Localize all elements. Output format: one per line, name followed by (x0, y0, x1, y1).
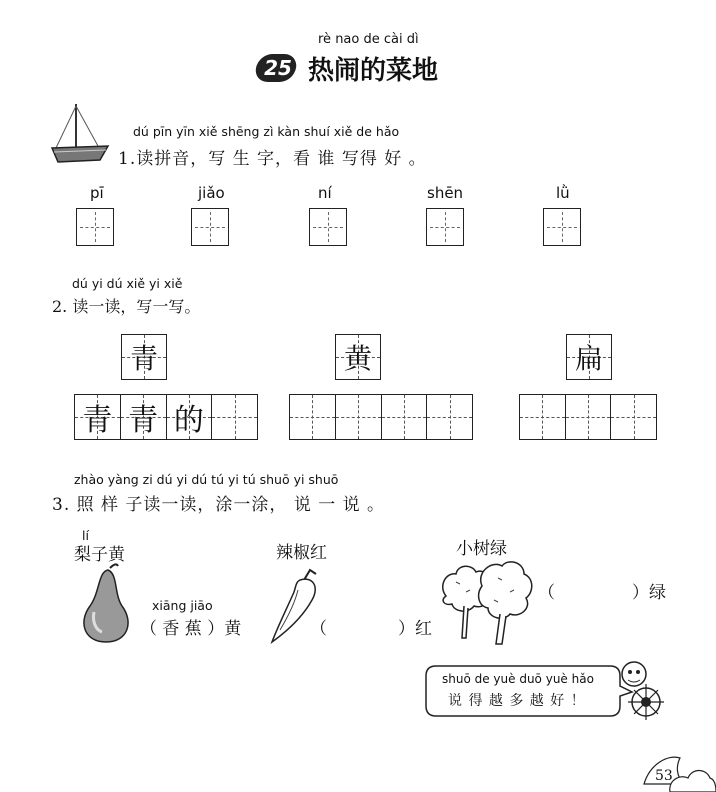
pear-icon (76, 562, 136, 644)
grid-char (382, 395, 427, 439)
writing-box[interactable] (309, 208, 347, 246)
writing-box[interactable] (543, 208, 581, 246)
q3-instruction: 3. 照 样 子读一读，涂一涂， 说 一 说 。 (52, 495, 386, 515)
model-char-box (335, 334, 381, 380)
page-number: 53 (655, 768, 673, 784)
pear-answer: （ 香 蕉 ）黄 (140, 619, 242, 639)
model-char: 黄 (343, 342, 372, 375)
model-char: 扁 (574, 342, 603, 375)
writing-grid[interactable] (519, 394, 657, 440)
pepper-label: 辣椒红 (276, 543, 327, 563)
q1-item-pinyin: pī (90, 184, 104, 202)
q1-item-pinyin: jiǎo (198, 184, 225, 202)
writing-box[interactable] (426, 208, 464, 246)
q2-pinyin: dú yi dú xiě yi xiě (72, 276, 183, 291)
model-char-box (566, 334, 612, 380)
q2-instruction: 2. 读一读，写一写。 (52, 297, 201, 316)
lesson-number: 25 (264, 56, 292, 80)
tree-blank-open[interactable]: （ (538, 583, 555, 603)
title-pinyin: rè nao de cài dì (318, 32, 419, 47)
q1-item-pinyin: shēn (427, 184, 464, 202)
pear-pinyin: lí (82, 528, 89, 543)
grid-char (566, 395, 611, 439)
grid-char (611, 395, 656, 439)
pear-answer-pinyin: xiāng jiāo (152, 598, 213, 613)
grid-char: 青 (82, 403, 113, 438)
grid-char: 的 (173, 403, 204, 438)
writing-grid[interactable] (74, 394, 258, 440)
writing-box[interactable] (76, 208, 114, 246)
grid-char (520, 395, 565, 439)
cartoon-character-icon (612, 656, 668, 722)
grid-char (427, 395, 472, 439)
writing-grid[interactable] (289, 394, 473, 440)
grid-char (290, 395, 335, 439)
tree-blank-suffix: ）绿 (632, 583, 666, 603)
q1-pinyin: dú pīn yīn xiě shēng zì kàn shuí xiě de hǎo (133, 124, 400, 139)
page-title: 热闹的菜地 (308, 56, 439, 86)
q1-item-pinyin: lǜ (556, 184, 570, 202)
grid-char (212, 395, 257, 439)
sailboat-icon (48, 100, 112, 166)
q1-item-pinyin: ní (318, 184, 332, 202)
writing-box[interactable] (191, 208, 229, 246)
q3-pinyin: zhào yàng zi dú yi dú tú yi tú shuō yi shuō (74, 472, 339, 487)
trees-icon (436, 556, 536, 648)
bubble-pinyin: shuō de yuè duō yuè hǎo (442, 672, 594, 686)
q1-instruction: 1.读拼音，写 生 字，看 谁 写得 好 。 (118, 149, 427, 169)
model-char-box (121, 334, 167, 380)
pepper-blank-open[interactable]: （ (310, 619, 327, 639)
model-char: 青 (129, 342, 158, 375)
pepper-blank-suffix: ）红 (398, 619, 432, 639)
grid-char: 青 (128, 403, 159, 438)
pear-label: 梨子黄 (74, 545, 125, 565)
bubble-text: 说 得 越 多 越 好 ！ (448, 693, 586, 709)
tree-label: 小树绿 (456, 539, 507, 559)
cloud-moon-decoration (640, 744, 716, 792)
grid-char (336, 395, 381, 439)
